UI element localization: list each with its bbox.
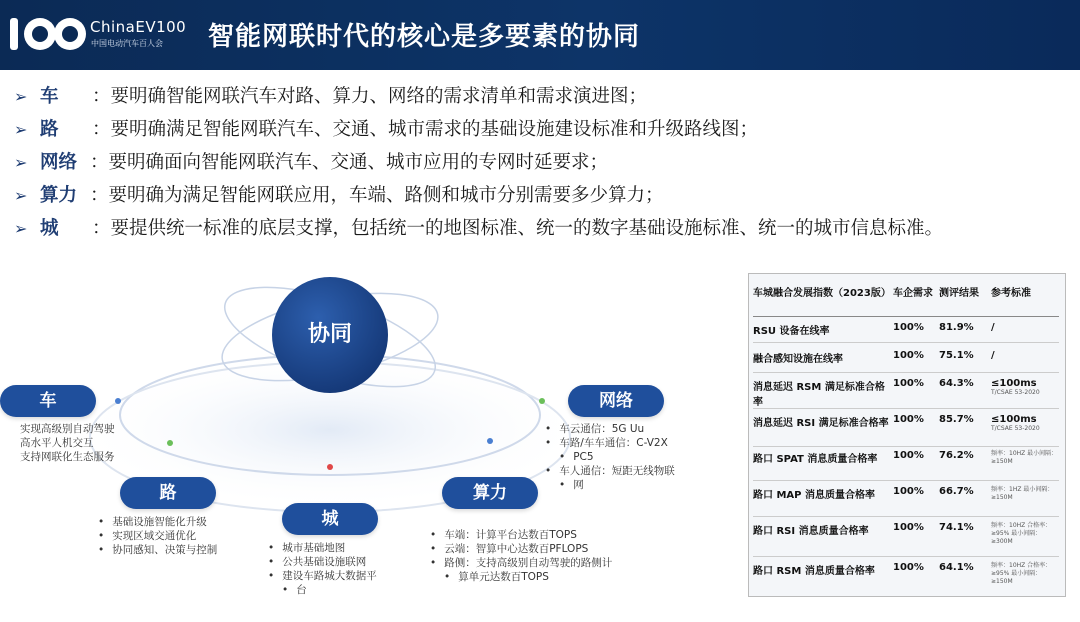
row-name: 路口 SPAT 消息质量合格率 [753,454,878,465]
divider [753,342,1059,343]
ref-value: ≤100ms [991,414,1037,425]
row-name: 消息延迟 RSM 满足标准合格率 [753,382,885,408]
bullet-key: 路 [40,119,63,140]
row-demand: 100% [893,522,924,533]
list-item: 高水平人机交互 [20,437,94,449]
row-result: 81.9% [939,322,974,333]
list-item: • 建设车路城大数据平 [268,569,377,583]
divider [753,480,1059,481]
table-row [753,486,1059,502]
arrow-icon: ➢ [14,87,28,106]
list-item: • 云端：智算中心达数百PFLOPS [430,542,612,556]
table-row [753,562,1059,586]
bullet-key: 网络 [40,152,78,173]
header-cell: 车企需求 [893,288,933,299]
row-result: 64.1% [939,562,974,573]
list-item: • 协同感知、决策与控制 [98,543,217,557]
bullet-item [14,80,1074,113]
header-cell: 测评结果 [939,288,979,299]
arrow-icon: ➢ [14,153,28,172]
bullet-item [14,113,1074,146]
table-row [753,322,1059,337]
list-item: • 基础设施智能化升级 [98,515,217,529]
row-demand: 100% [893,450,924,461]
row-result: 75.1% [939,350,974,361]
table-row [753,350,1059,365]
row-name: 融合感知设施在线率 [753,354,843,365]
bullet-key: 车 [40,86,63,107]
arrow-icon: ➢ [14,219,28,238]
row-demand: 100% [893,322,924,333]
row-demand: 100% [893,414,924,425]
row-name: 路口 RSM 消息质量合格率 [753,566,875,577]
row-result: 74.1% [939,522,974,533]
list-item: • 公共基础设施联网 [268,555,377,569]
logo-subtitle: 中国电动汽车百人会 [91,39,163,48]
arrow-icon: ➢ [14,186,28,205]
list-item: • 车人通信：短距无线物联 [545,464,675,478]
row-ref [991,450,1059,466]
row-name: RSU 设备在线率 [753,326,830,337]
index-table [748,273,1066,597]
logo-brand: ChinaEV100 [90,18,187,36]
table-row [753,522,1059,546]
ref-note: 频率：1HZ 最小间隔：≥150M [991,486,1054,501]
ref-note: 频率：10HZ 最小间隔：≥150M [991,450,1058,465]
header-cell: 车城融合发展指数（2023版） [753,288,891,299]
bullet-key: 算力 [40,185,78,206]
ref-note: 频率：10HZ 合格率：≥95% 最小间隔：≥300M [991,522,1052,545]
divider [753,316,1059,317]
ref-note: 频率：10HZ 合格率：≥95% 最小间隔：≥150M [991,562,1052,585]
arrow-icon: ➢ [14,120,28,139]
core-synergy-circle: 协同 [272,277,388,393]
ref-note: T/CSAE 53-2020 [991,425,1040,432]
list-item: • 车端：计算平台达数百TOPS [430,528,612,542]
row-name: 消息延迟 RSI 满足标准合格率 [753,418,889,429]
row-name: 路口 MAP 消息质量合格率 [753,490,875,501]
row-ref [991,414,1059,433]
bullet-item [14,146,1074,179]
road-pill: 路 [120,477,216,509]
row-result: 76.2% [939,450,974,461]
car-pill: 车 [0,385,96,417]
logo-100-icon [8,12,88,56]
synergy-diagram [0,265,740,622]
page-title: 智能网联时代的核心是多要素的协同 [208,22,641,52]
list-item: • 网 [559,478,675,492]
divider [753,408,1059,409]
list-item: • 实现区域交通优化 [98,529,217,543]
row-ref [991,378,1059,408]
table-row [753,450,1059,466]
row-ref: / [991,350,995,361]
row-demand: 100% [893,378,924,389]
table-row [753,378,1059,408]
bullet-item [14,212,1074,245]
list-item: • 算单元达数百TOPS [444,570,612,584]
city-items [268,541,377,597]
divider [753,446,1059,447]
divider [753,556,1059,557]
row-demand: 100% [893,562,924,573]
list-item: • 车云通信：5G Uu [545,422,675,436]
list-item: 实现高级别自动驾驶 [20,423,115,435]
row-ref [991,486,1059,502]
network-pill: 网络 [568,385,664,417]
bullet-item [14,179,1074,212]
header-cell: 参考标准 [991,288,1031,299]
road-items [98,515,217,557]
row-ref: / [991,322,995,333]
row-result: 85.7% [939,414,974,425]
row-demand: 100% [893,486,924,497]
bullet-text: ：要明确面向智能网联汽车、交通、城市应用的专网时延要求； [90,152,609,173]
car-items [20,422,115,464]
row-ref [991,562,1059,586]
list-item: • 车路/车车通信：C-V2X [545,436,675,450]
ref-value: ≤100ms [991,378,1037,389]
compute-pill: 算力 [442,477,538,509]
bullet-text: ：要明确智能网联汽车对路、算力、网络的需求清单和需求演进图； [92,86,648,107]
slide-header [0,0,1080,70]
list-item: • 城市基础地图 [268,541,377,555]
ref-note: T/CSAE 53-2020 [991,389,1040,396]
compute-items [430,528,612,584]
row-result: 64.3% [939,378,974,389]
divider [753,372,1059,373]
table-row [753,414,1059,433]
city-pill: 城 [282,503,378,535]
list-item: • 路侧：支持高级别自动驾驶的路侧计 [430,556,612,570]
row-demand: 100% [893,350,924,361]
bullet-text: ：要明确为满足智能网联应用，车端、路侧和城市分别需要多少算力； [90,185,664,206]
list-item: 支持网联化生态服务 [20,451,115,463]
row-ref [991,522,1059,546]
divider [753,516,1059,517]
table-header [753,284,1059,316]
bullet-list [14,80,1074,245]
network-items [545,422,675,492]
row-name: 路口 RSI 消息质量合格率 [753,526,869,537]
row-result: 66.7% [939,486,974,497]
bullet-text: ：要提供统一标准的底层支撑，包括统一的地图标准、统一的数字基础设施标准、统一的城市信息标准。 [92,218,944,239]
bullet-key: 城 [40,218,63,239]
list-item: • PC5 [559,450,675,464]
bullet-text: ：要明确满足智能网联汽车、交通、城市需求的基础设施建设标准和升级路线图； [92,119,759,140]
list-item: • 台 [282,583,377,597]
